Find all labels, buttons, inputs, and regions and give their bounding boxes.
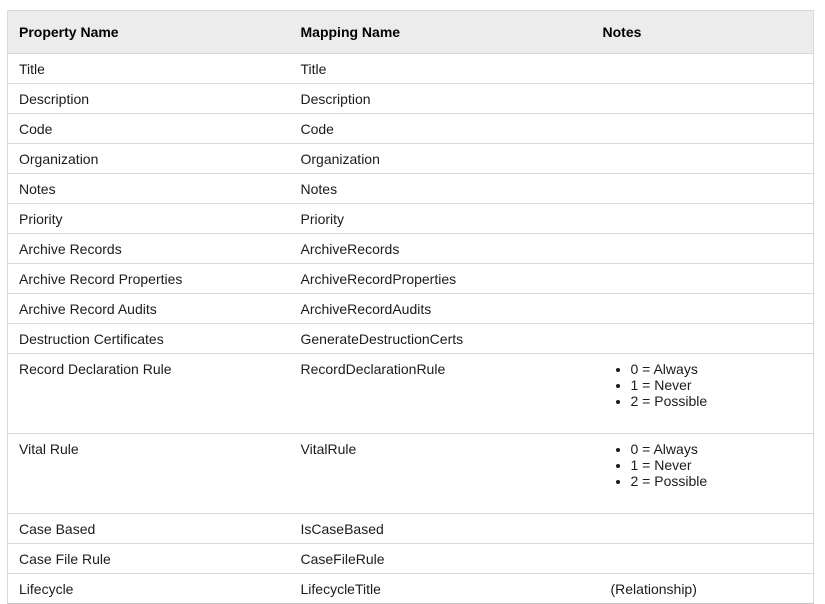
note-item: • 2 = Possible xyxy=(631,393,803,409)
mapping-name-cell: VitalRule xyxy=(290,434,592,514)
table-row xyxy=(8,434,814,514)
note-item: • 0 = Always xyxy=(631,441,803,457)
mapping-name-cell: Code xyxy=(290,114,592,144)
mapping-name-cell: CaseFileRule xyxy=(290,544,592,574)
note-item: • 0 = Always xyxy=(631,361,803,377)
property-name-cell: Record Declaration Rule xyxy=(8,354,290,434)
mapping-name-cell: Priority xyxy=(290,204,592,234)
notes-cell xyxy=(592,434,814,514)
table-row xyxy=(8,174,814,204)
table-row xyxy=(8,234,814,264)
notes-list xyxy=(603,361,803,409)
table-row xyxy=(8,264,814,294)
property-name-cell: Code xyxy=(8,114,290,144)
property-name-cell: Notes xyxy=(8,174,290,204)
property-name-cell: Archive Record Audits xyxy=(8,294,290,324)
table-row xyxy=(8,204,814,234)
property-name-cell: Archive Record Properties xyxy=(8,264,290,294)
table-row xyxy=(8,294,814,324)
table-row xyxy=(8,84,814,114)
table-header-row xyxy=(8,11,814,54)
note-item: • 2 = Possible xyxy=(631,473,803,489)
mapping-name-cell: RecordDeclarationRule xyxy=(290,354,592,434)
notes-list xyxy=(603,441,803,489)
notes-cell xyxy=(592,114,814,144)
mapping-name-cell: Organization xyxy=(290,144,592,174)
property-name-cell: Lifecycle xyxy=(8,574,290,604)
column-header-mapping-name: Mapping Name xyxy=(290,11,592,54)
notes-cell xyxy=(592,514,814,544)
notes-cell xyxy=(592,84,814,114)
note-item: • 1 = Never xyxy=(631,457,803,473)
table-row xyxy=(8,354,814,434)
table-row xyxy=(8,324,814,354)
property-name-cell: Case File Rule xyxy=(8,544,290,574)
notes-cell xyxy=(592,204,814,234)
property-name-cell: Case Based xyxy=(8,514,290,544)
notes-cell xyxy=(592,264,814,294)
notes-cell xyxy=(592,294,814,324)
column-header-property-name: Property Name xyxy=(8,11,290,54)
property-name-cell: Description xyxy=(8,84,290,114)
mapping-name-cell: ArchiveRecords xyxy=(290,234,592,264)
property-name-cell: Vital Rule xyxy=(8,434,290,514)
notes-cell xyxy=(592,574,814,604)
property-name-cell: Destruction Certificates xyxy=(8,324,290,354)
mapping-name-cell: ArchiveRecordProperties xyxy=(290,264,592,294)
notes-cell xyxy=(592,544,814,574)
table-row xyxy=(8,574,814,604)
property-name-cell: Priority xyxy=(8,204,290,234)
mapping-name-cell: Notes xyxy=(290,174,592,204)
table-row xyxy=(8,514,814,544)
property-name-cell: Archive Records xyxy=(8,234,290,264)
note-item: • 1 = Never xyxy=(631,377,803,393)
mapping-name-cell: LifecycleTitle xyxy=(290,574,592,604)
table-row xyxy=(8,544,814,574)
note-text: (Relationship) xyxy=(610,581,697,597)
mapping-name-cell: ArchiveRecordAudits xyxy=(290,294,592,324)
property-name-cell: Title xyxy=(8,54,290,84)
property-mapping-table xyxy=(7,10,814,604)
mapping-name-cell: Title xyxy=(290,54,592,84)
notes-cell xyxy=(592,354,814,434)
notes-cell xyxy=(592,144,814,174)
notes-cell xyxy=(592,234,814,264)
property-name-cell: Organization xyxy=(8,144,290,174)
table-row xyxy=(8,144,814,174)
table-row xyxy=(8,54,814,84)
notes-cell xyxy=(592,174,814,204)
table-row xyxy=(8,114,814,144)
mapping-name-cell: Description xyxy=(290,84,592,114)
mapping-name-cell: GenerateDestructionCerts xyxy=(290,324,592,354)
mapping-name-cell: IsCaseBased xyxy=(290,514,592,544)
column-header-notes: Notes xyxy=(592,11,814,54)
notes-cell xyxy=(592,54,814,84)
notes-cell xyxy=(592,324,814,354)
